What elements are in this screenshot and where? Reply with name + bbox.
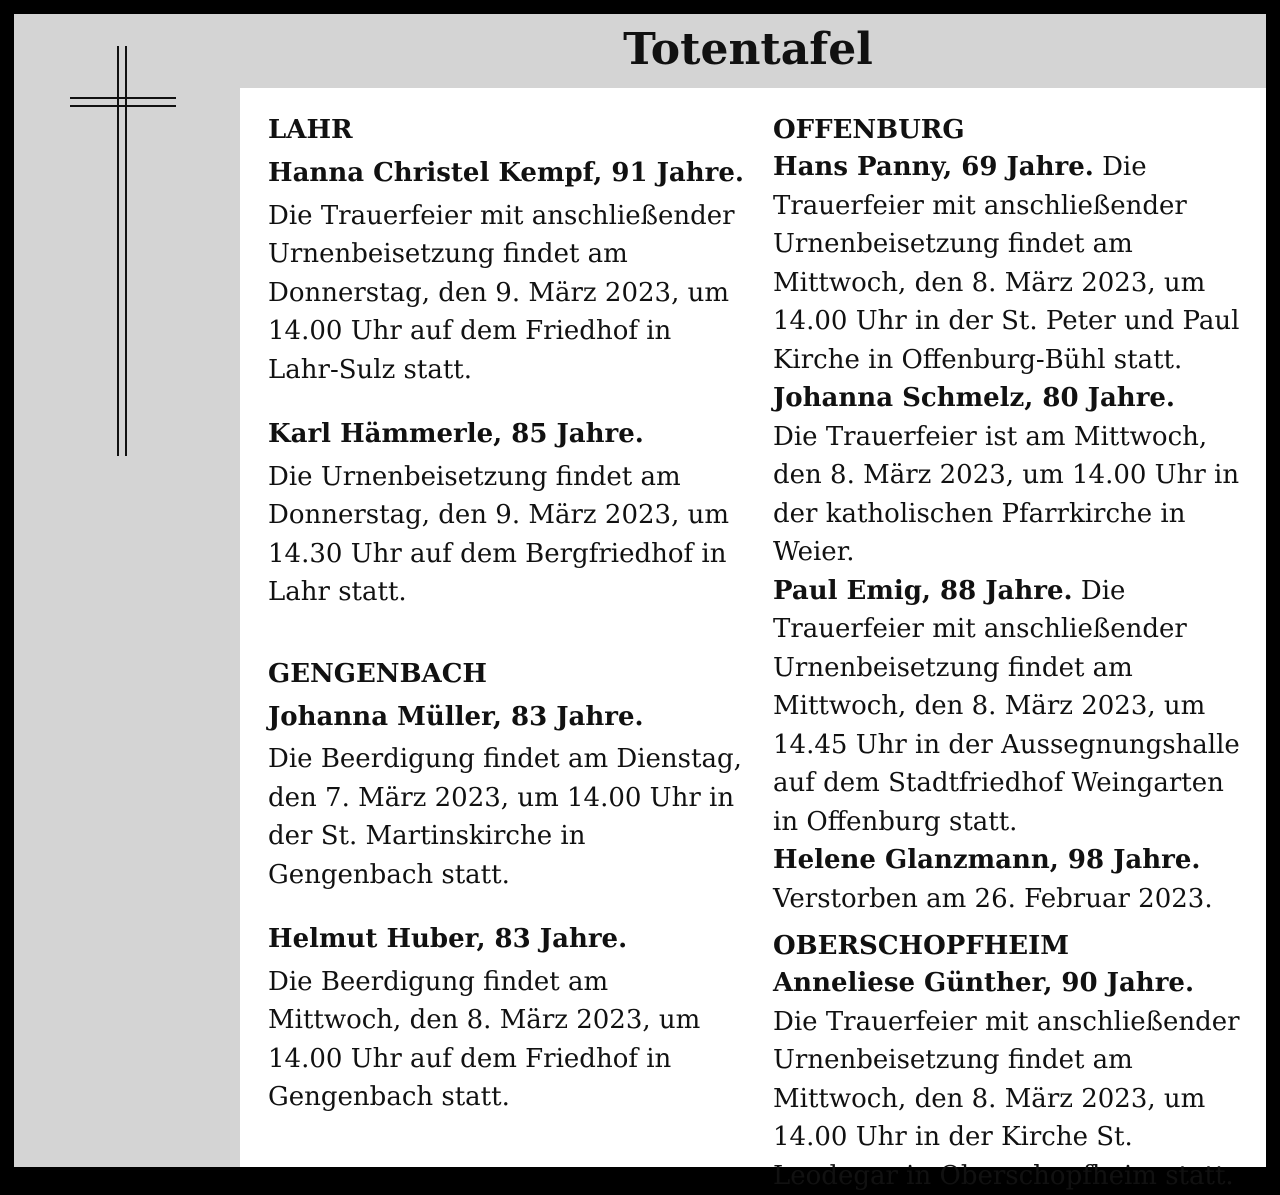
- obituary-text: Die Trauerfeier mit anschließender Urnenbeisetzung findet am Mittwoch, den 8. März 2023, um 14.00 Uhr in der St. Peter und Paul Kirche in Offenburg-Bühl statt.: [773, 152, 1239, 375]
- deceased-name: Paul Emig, 88 Jahre.: [773, 576, 1073, 606]
- town-heading: OBERSCHOPFHEIM: [773, 928, 1253, 964]
- obituary-text: Die Urnenbeisetzung findet am Donnerstag, den 9. März 2023, um 14.30 Uhr auf dem Bergfriedhof in Lahr statt.: [268, 458, 748, 612]
- obituary-entry: [773, 148, 1253, 379]
- cross-icon: [60, 46, 180, 458]
- obituary-entry: [268, 415, 748, 612]
- obituary-text: Die Trauerfeier ist am Mittwoch, den 8. März 2023, um 14.00 Uhr in der katholischen Pfarrkirche in Weier.: [773, 418, 1253, 572]
- right-column: [773, 112, 1253, 1195]
- left-column: [268, 112, 748, 1117]
- deceased-name: Hanna Christel Kempf, 91 Jahre.: [268, 154, 748, 193]
- town-heading: LAHR: [268, 112, 748, 148]
- deceased-name: Helmut Huber, 83 Jahre.: [268, 920, 748, 959]
- obituary-entry: [773, 572, 1253, 842]
- deceased-name: Anneliese Günther, 90 Jahre.: [773, 964, 1253, 1003]
- deceased-name: Karl Hämmerle, 85 Jahre.: [268, 415, 748, 454]
- town-heading: GENGENBACH: [268, 656, 748, 692]
- obituary-text: Die Trauerfeier mit anschließender Urnenbeisetzung findet am Mittwoch, den 8. März 2023, um 14.45 Uhr in der Aussegnungshalle auf dem Stadtfriedhof Weingarten in Offenburg statt.: [773, 576, 1240, 837]
- obituary-entry: [268, 698, 748, 895]
- obituary-entry: [268, 920, 748, 1117]
- obituary-entry: [268, 154, 748, 389]
- town-heading: OFFENBURG: [773, 112, 1253, 148]
- obituary-entry: [773, 841, 1253, 918]
- obituary-text: Verstorben am 26. Februar 2023.: [773, 880, 1253, 919]
- obituary-text: Die Beerdigung findet am Dienstag, den 7. März 2023, um 14.00 Uhr in der St. Martinskirche in Gengenbach statt.: [268, 740, 748, 894]
- deceased-name: Helene Glanzmann, 98 Jahre.: [773, 841, 1253, 880]
- deceased-name: Johanna Schmelz, 80 Jahre.: [773, 379, 1253, 418]
- obituary-entry: [773, 379, 1253, 572]
- obituary-entry: [773, 964, 1253, 1195]
- page-title: Totentafel: [230, 14, 1266, 88]
- obituary-text: Die Trauerfeier mit anschließender Urnenbeisetzung findet am Donnerstag, den 9. März 2023, um 14.00 Uhr auf dem Friedhof in Lahr-Sulz statt.: [268, 197, 748, 390]
- obituary-text: Die Beerdigung findet am Mittwoch, den 8. März 2023, um 14.00 Uhr auf dem Friedhof in Gengenbach statt.: [268, 963, 748, 1117]
- deceased-name: Johanna Müller, 83 Jahre.: [268, 698, 748, 737]
- obituary-text: Die Trauerfeier mit anschließender Urnenbeisetzung findet am Mittwoch, den 8. März 2023, um 14.00 Uhr in der Kirche St. Leodegar in Oberschopfheim statt.: [773, 1003, 1253, 1195]
- deceased-name: Hans Panny, 69 Jahre.: [773, 152, 1094, 182]
